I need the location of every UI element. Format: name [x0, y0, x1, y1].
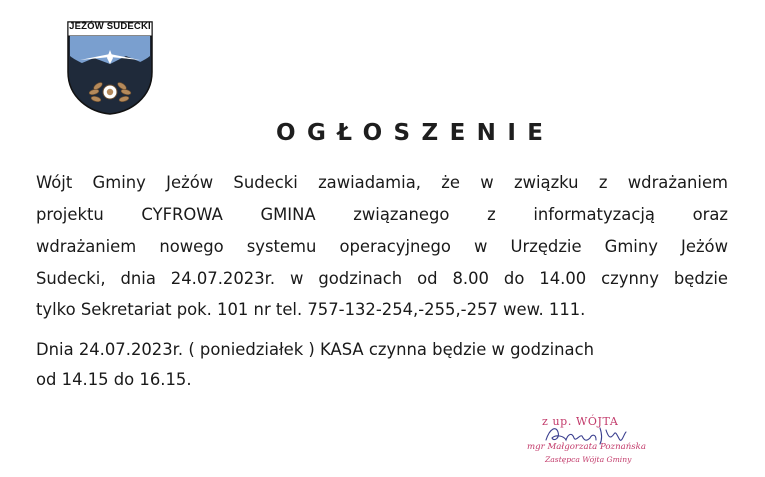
paragraph-2-line: Dnia 24.07.2023r. ( poniedziałek ) KASA czynna będzie w godzinach: [36, 340, 594, 359]
stamp-name: mgr Małgorzata Poznańska: [527, 442, 647, 452]
stamp-heading: z up. WÓJTA: [542, 415, 619, 428]
paragraph-1-line: Sudecki, dnia 24.07.2023r. w godzinach od 8.00 do 14.00 czynny będzie: [36, 269, 728, 288]
crest-label: JEŻÓW SUDECKI: [69, 21, 151, 32]
paragraph-1-line: wdrażaniem nowego systemu operacyjnego w Urzędzie Gminy Jeżów: [36, 237, 728, 256]
paragraph-2-line: od 14.15 do 16.15.: [36, 370, 192, 389]
coat-of-arms-icon: [66, 20, 154, 116]
paragraph-1-line: projektu CYFROWA GMINA związanego z informatyzacją oraz: [36, 205, 728, 224]
paragraph-1-line: Wójt Gminy Jeżów Sudecki zawiadamia, że w związku z wdrażaniem: [36, 173, 728, 192]
stamp-role: Zastępca Wójta Gminy: [545, 455, 632, 464]
document-title: OGŁOSZENIE: [276, 120, 555, 146]
paragraph-1-line: tylko Sekretariat pok. 101 nr tel. 757-132-254,-255,-257 wew. 111.: [36, 300, 586, 319]
